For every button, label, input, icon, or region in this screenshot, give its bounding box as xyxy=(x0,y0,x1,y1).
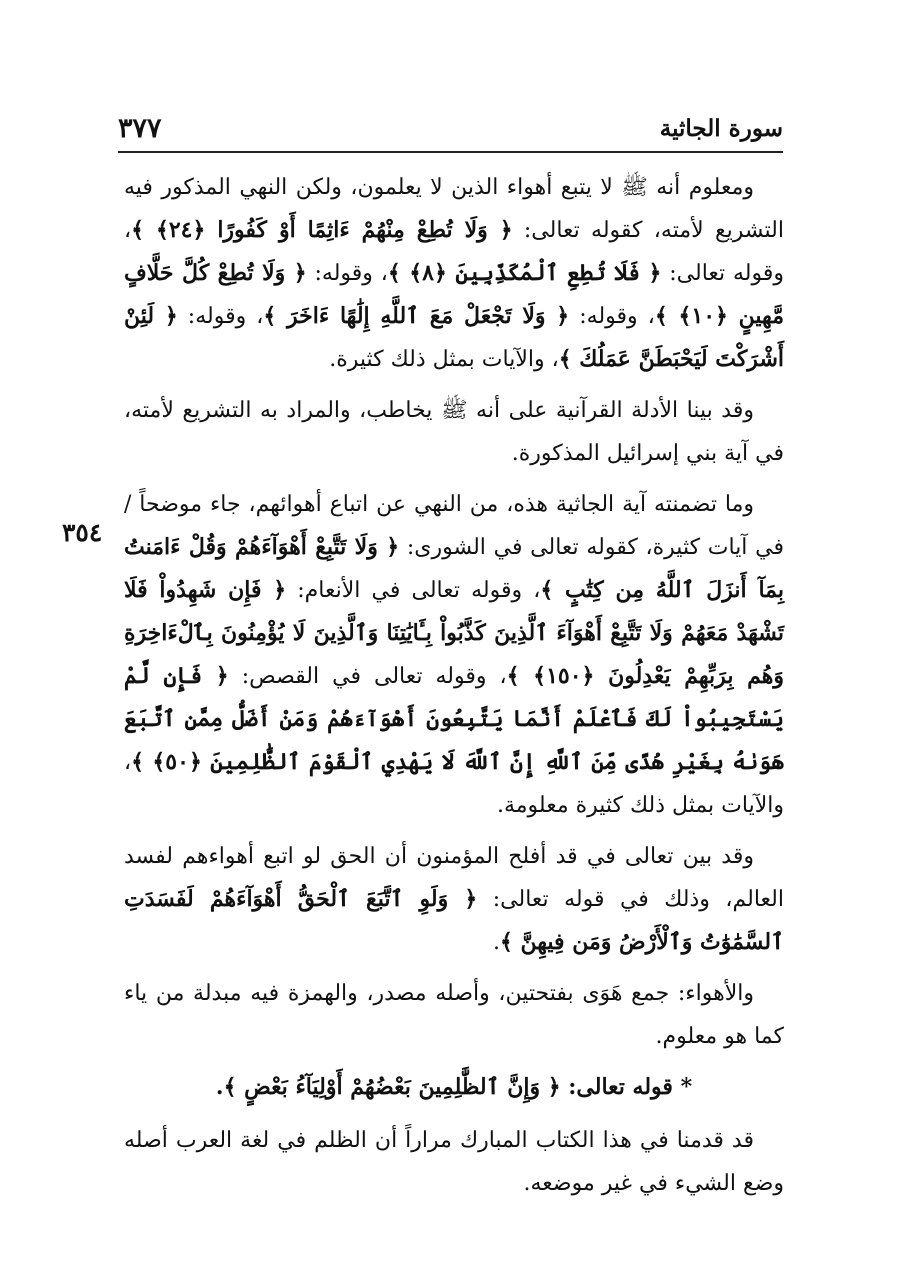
section-heading xyxy=(124,1066,784,1109)
paragraph-text: والأهواء: جمع هَوَى بفتحتين، وأصله مصدر، والهمزة فيه مبدلة من ياء كما هو معلوم. xyxy=(124,981,784,1049)
paragraph-text: قد قدمنا في هذا الكتاب المبارك مراراً أن الظلم في لغة العرب أصله وضع الشيء في غير موضعه. xyxy=(124,1128,784,1196)
quran-quote: ﴿ وَلَا تَتَّبِعْ أَهْوَآءَهُمْ وَقُلْ ءَامَنتُ بِمَآ أَنزَلَ ٱللَّهُ مِن كِتَٰبٍ ﴾ xyxy=(124,534,784,603)
page-body xyxy=(124,166,784,1213)
paragraph-text: ، وقوله تعالى في القصص: xyxy=(228,664,507,689)
surah-title: سورة الجاثية xyxy=(659,114,783,142)
page-header xyxy=(118,108,783,148)
paragraph-text: وقد بينا الأدلة القرآنية على أنه ﷺ يخاطب، والمراد به التشريع لأمته، في آية بني إسرائيل المذكورة. xyxy=(124,398,784,466)
header-divider xyxy=(118,151,783,153)
paragraph-text: ، وقوله: xyxy=(177,304,264,329)
quran-quote: ﴿ وَلَوِ ٱتَّبَعَ ٱلْحَقُّ أَهْوَآءَهُمْ لَفَسَدَتِ ٱلسَّمَٰوَٰتُ وَٱلْأَرْضُ وَمَن فِيهِنَّ ﴾ xyxy=(124,886,784,955)
quran-quote: ﴿ وَلَا تَجْعَلْ مَعَ ٱللَّهِ إِلَٰهًا ءَاخَرَ ﴾ xyxy=(263,303,570,329)
quran-quote: ﴿ لَئِنْ أَشْرَكْتَ لَيَحْبَطَنَّ عَمَلُكَ ﴾ xyxy=(124,303,784,372)
paragraph-text: ومعلوم أنه ﷺ لا يتبع أهواء الذين لا يعلمون، ولكن النهي المذكور فيه التشريع لأمته، كقوله تعالى: xyxy=(124,175,784,243)
body-paragraph xyxy=(124,166,784,381)
paragraph-text: . xyxy=(215,1074,224,1100)
paragraph-text: ، وقوله: xyxy=(306,261,388,286)
margin-page-reference: ٣٥٤ xyxy=(62,518,103,547)
body-paragraph xyxy=(124,389,784,475)
paragraph-text: ، والآيات بمثل ذلك كثيرة. xyxy=(329,347,559,372)
body-paragraph xyxy=(124,1119,784,1205)
paragraph-text: ، وقوله: xyxy=(569,304,655,329)
quran-quote: ﴿ فَإِن شَهِدُواْ فَلَا تَشْهَدْ مَعَهُمْ وَلَا تَتَّبِعْ أَهْوَآءَ ٱلَّذِينَ كَذَّبُواْ بِـَٔايَٰتِنَا وَٱلَّذِينَ لَا يُؤْمِنُونَ بِٱلْءَاخِرَةِ وَهُم بِرَبِّهِمْ يَعْدِلُونَ ﴿١٥٠﴾ ﴾ xyxy=(124,577,784,689)
paragraph-text: وما تضمنته آية الجاثية هذه، من النهي عن اتباع أهوائهم، جاء موضحاً / في آيات كثيرة، كقوله تعالى في الشورى: xyxy=(124,492,784,560)
page-number: ٣٧٧ xyxy=(118,112,162,144)
quran-quote: ﴿ وَلَا تُطِعْ كُلَّ حَلَّافٍ مَّهِينٍ ﴿١٠﴾ ﴾ xyxy=(124,260,784,329)
paragraph-text: ، وقوله تعالى: xyxy=(124,218,784,286)
body-paragraph xyxy=(124,483,784,827)
quran-quote: ﴿ فَإِن لَّمْ يَسْتَجِيبُواْ لَكَ فَٱعْلَمْ أَنَّمَا يَتَّبِعُونَ أَهْوَآءَهُمْ وَمَنْ أَضَلُّ مِمَّنِ ٱتَّبَعَ هَوَىٰهُ بِغَيْرِ هُدًى مِّنَ ٱللَّهِ إِنَّ ٱللَّهَ لَا يَهْدِي ٱلْقَوْمَ ٱلظَّٰلِمِينَ ﴿٥٠﴾ ﴾ xyxy=(124,663,784,775)
paragraph-text: . xyxy=(492,930,500,955)
quran-quote: ﴿ وَإِنَّ ٱلظَّٰلِمِينَ بَعْضُهُمْ أَوْلِيَآءُ بَعْضٍ ﴾ xyxy=(223,1074,561,1100)
paragraph-text: * قوله تعالى: xyxy=(560,1074,693,1100)
body-paragraph xyxy=(124,972,784,1058)
quran-quote: ﴿ وَلَا تُطِعْ مِنْهُمْ ءَاثِمًا أَوْ كَفُورًا ﴿٢٤﴾ ﴾ xyxy=(131,217,513,243)
paragraph-text: ، والآيات بمثل ذلك كثيرة معلومة. xyxy=(124,750,784,818)
paragraph-text: ، وقوله تعالى في الأنعام: xyxy=(286,578,541,603)
quran-quote: ﴿ فَلَا تُطِعِ ٱلْمُكَذِّبِينَ ﴿٨﴾ ﴾ xyxy=(387,260,662,286)
body-paragraph xyxy=(124,835,784,964)
paragraph-text: وقد بين تعالى في قد أفلح المؤمنون أن الحق لو اتبع أهواءهم لفسد العالم، وذلك في قوله تعالى: xyxy=(124,844,784,912)
